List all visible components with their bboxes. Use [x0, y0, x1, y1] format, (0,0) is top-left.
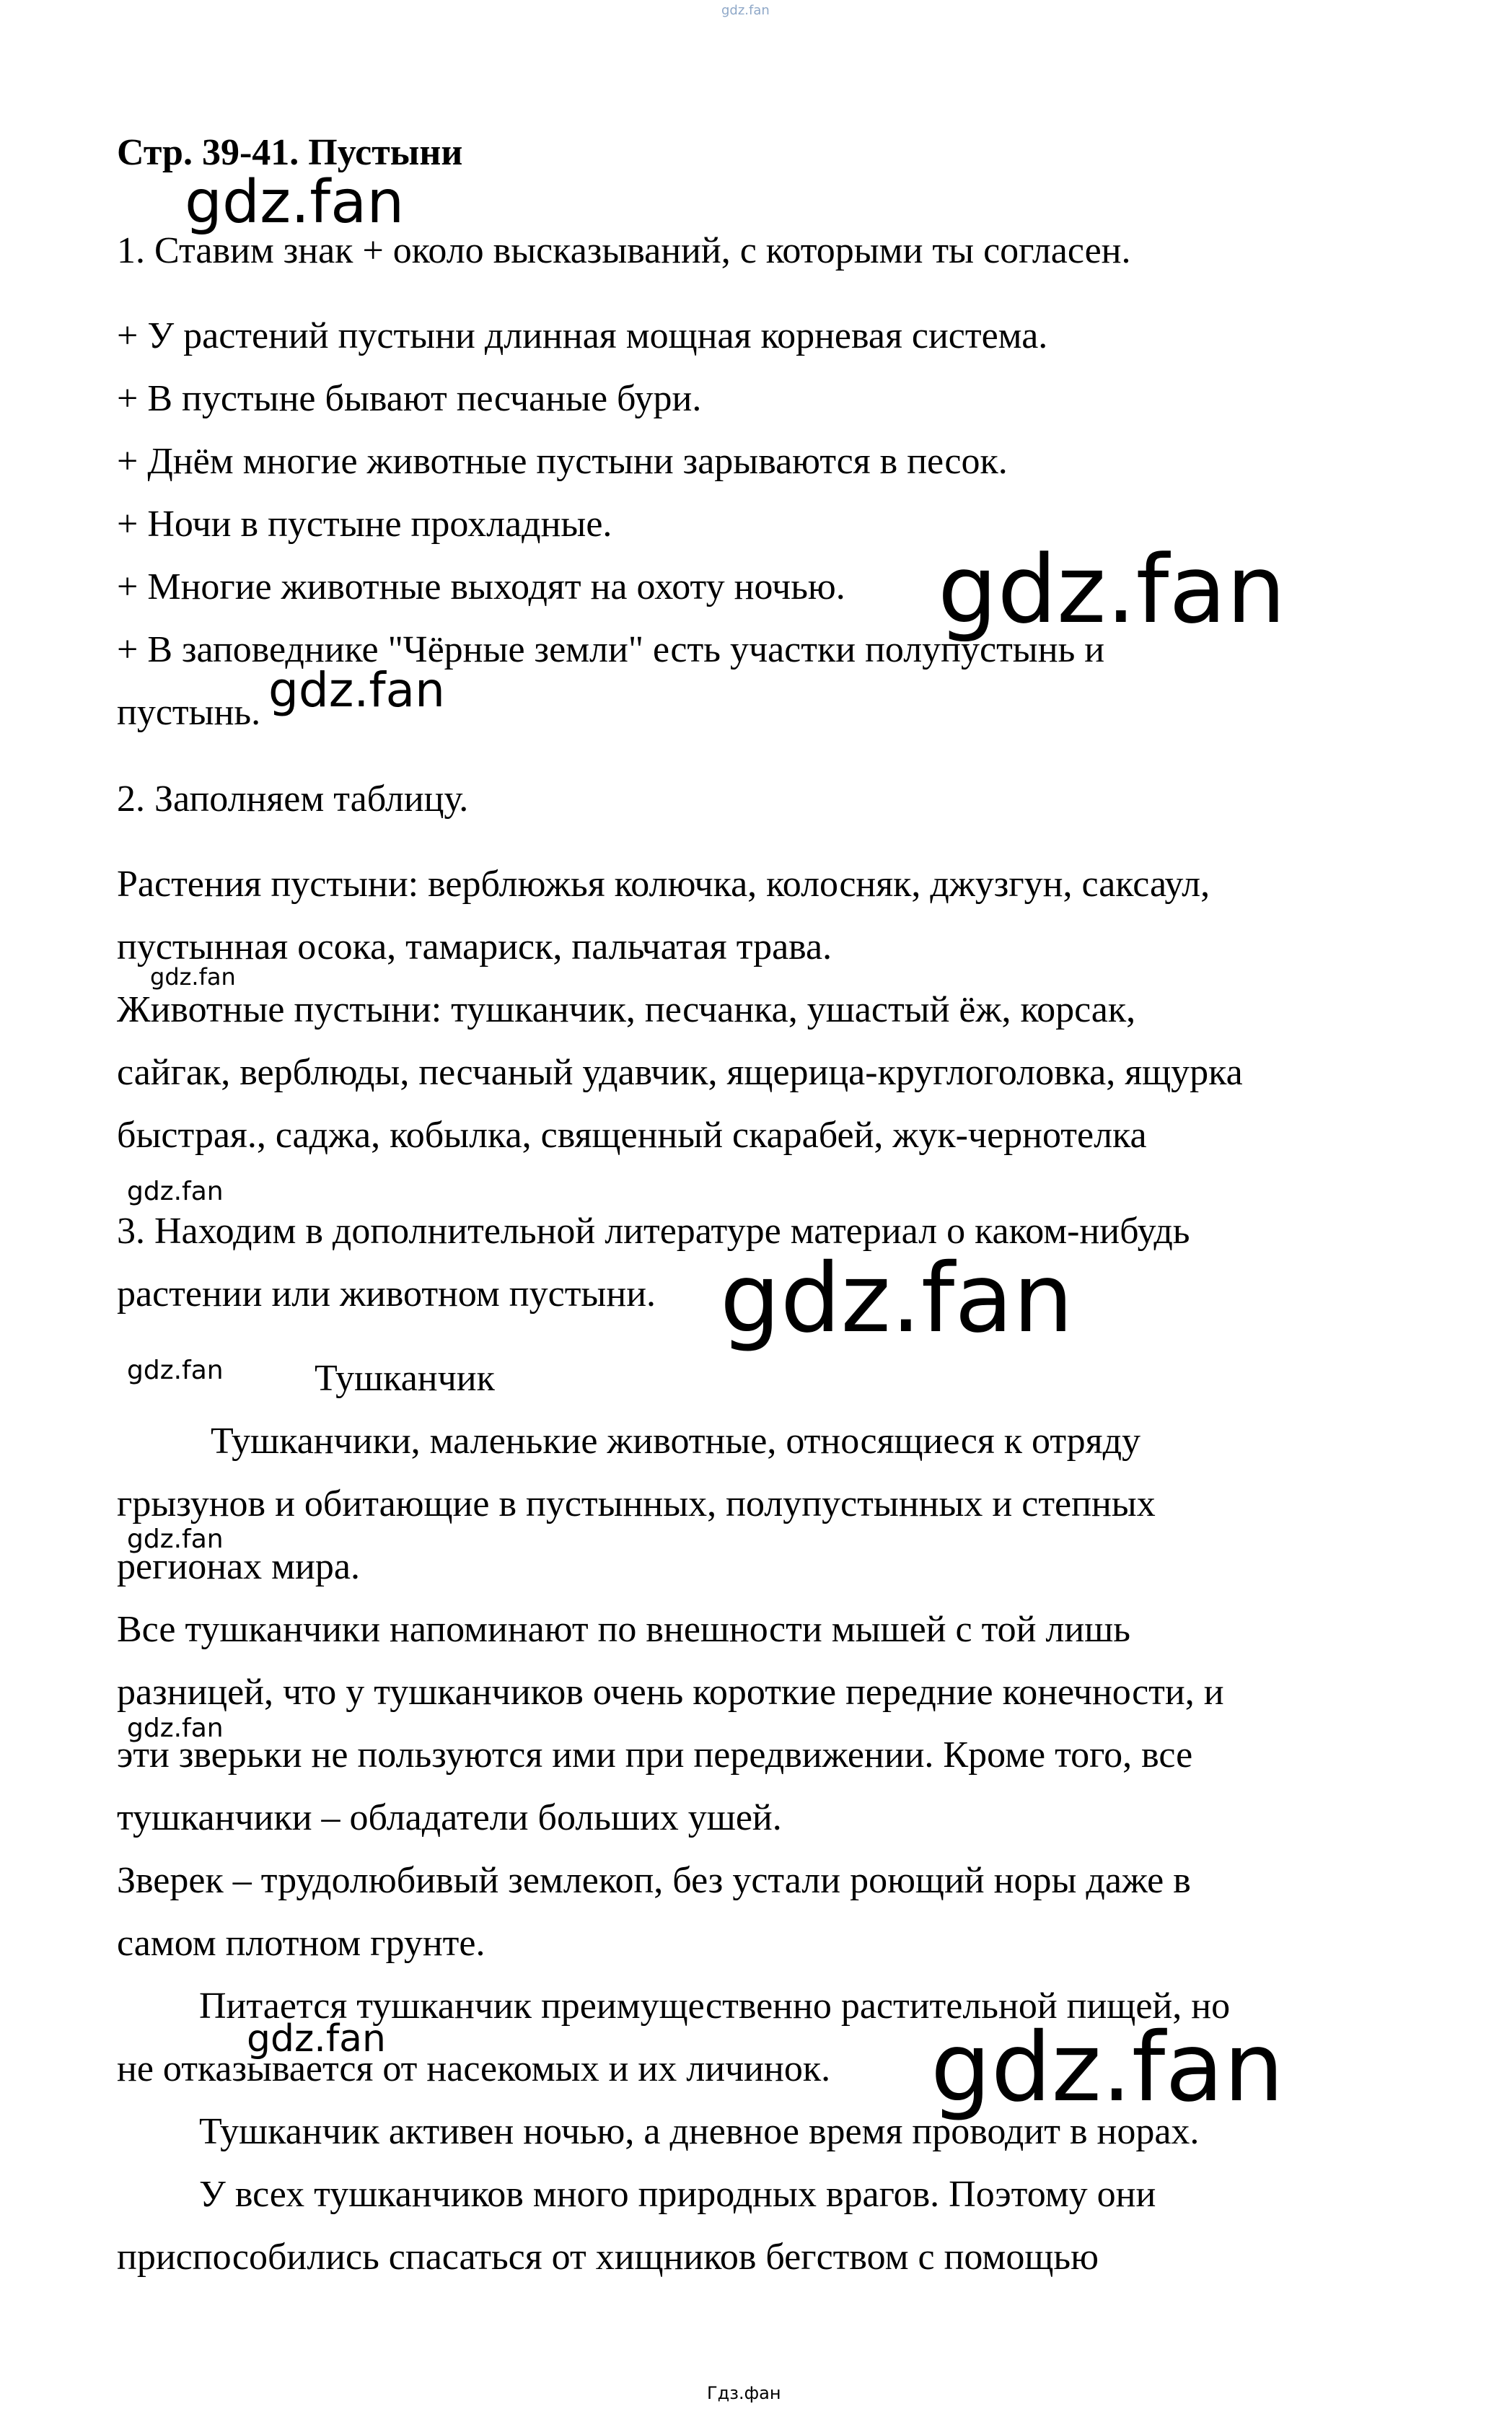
watermark: gdz.fan: [720, 1243, 1073, 1354]
watermark: gdz.fan: [268, 662, 445, 718]
text-line-1: Тушканчики, маленькие животные, относящиеся к отряду: [211, 1421, 1141, 1462]
plants-line-2: пустынная осока, тамариск, пальчатая трава.: [117, 926, 832, 967]
text-line-13: У всех тушканчиков много природных врагов. Поэтому они: [199, 2174, 1156, 2215]
page-title: Стр. 39-41. Пустыни: [117, 132, 463, 173]
text-line-12: Тушканчик активен ночью, а дневное время проводит в норах.: [199, 2111, 1200, 2152]
text-line-7: тушканчики – обладатели больших ушей.: [117, 1797, 782, 1838]
watermark: gdz.fan: [150, 963, 236, 991]
statement-6: + В заповеднике "Чёрные земли" есть участки полупустынь и: [117, 629, 1105, 670]
statement-1: + У растений пустыни длинная мощная корневая система.: [117, 315, 1048, 356]
header-watermark: gdz.fan: [721, 3, 770, 18]
text-line-9: самом плотном грунте.: [117, 1923, 485, 1964]
statement-3: + Днём многие животные пустыни зарываются в песок.: [117, 441, 1008, 482]
text-line-3: регионах мира.: [117, 1546, 360, 1587]
text-line-5: разницей, что у тушканчиков очень короткие передние конечности, и: [117, 1672, 1224, 1713]
text-line-4: Все тушканчики напоминают по внешности мышей с той лишь: [117, 1609, 1130, 1650]
plants-line-1: Растения пустыни: верблюжья колючка, колосняк, джузгун, саксаул,: [117, 864, 1210, 905]
text-line-8: Зверек – трудолюбивый землекоп, без устали роющий норы даже в: [117, 1860, 1191, 1901]
watermark: gdz.fan: [127, 1524, 224, 1554]
watermark: gdz.fan: [931, 2012, 1284, 2123]
text-line-6: эти зверьки не пользуются ими при передвижении. Кроме того, все: [117, 1734, 1193, 1776]
page-footer: Гдз.фан: [707, 2383, 781, 2403]
statement-4: + Ночи в пустыне прохладные.: [117, 504, 612, 545]
animals-line-3: быстрая., саджа, кобылка, священный скарабей, жук-чернотелка: [117, 1115, 1147, 1156]
task-1-heading: 1. Ставим знак + около высказываний, с которыми ты согласен.: [117, 230, 1131, 271]
section-title-jerboa: Тушканчик: [315, 1358, 495, 1399]
watermark: gdz.fan: [127, 1177, 224, 1206]
task-3-heading-cont: растении или животном пустыни.: [117, 1273, 656, 1315]
text-line-2: грызунов и обитающие в пустынных, полупустынных и степных: [117, 1483, 1156, 1524]
text-line-14: приспособились спасаться от хищников бегством с помощью: [117, 2237, 1099, 2278]
text-line-11: не отказывается от насекомых и их личинок.: [117, 2048, 831, 2089]
animals-line-1: Животные пустыни: тушканчик, песчанка, ушастый ёж, корсак,: [117, 989, 1136, 1030]
animals-line-2: сайгак, верблюды, песчаный удавчик, ящерица-круглоголовка, ящурка: [117, 1052, 1243, 1093]
statement-6-cont: пустынь.: [117, 692, 261, 733]
text-line-10: Питается тушканчик преимущественно растительной пищей, но: [199, 1985, 1231, 2027]
watermark: gdz.fan: [938, 535, 1286, 644]
watermark: gdz.fan: [127, 1713, 224, 1743]
task-2-heading: 2. Заполняем таблицу.: [117, 778, 469, 820]
watermark: gdz.fan: [127, 1356, 224, 1385]
task-3-heading: 3. Находим в дополнительной литературе материал о каком-нибудь: [117, 1211, 1190, 1252]
watermark: gdz.fan: [185, 168, 405, 237]
watermark: gdz.fan: [247, 2017, 386, 2061]
statement-2: + В пустыне бывают песчаные бури.: [117, 378, 702, 419]
statement-5: + Многие животные выходят на охоту ночью.: [117, 566, 845, 607]
